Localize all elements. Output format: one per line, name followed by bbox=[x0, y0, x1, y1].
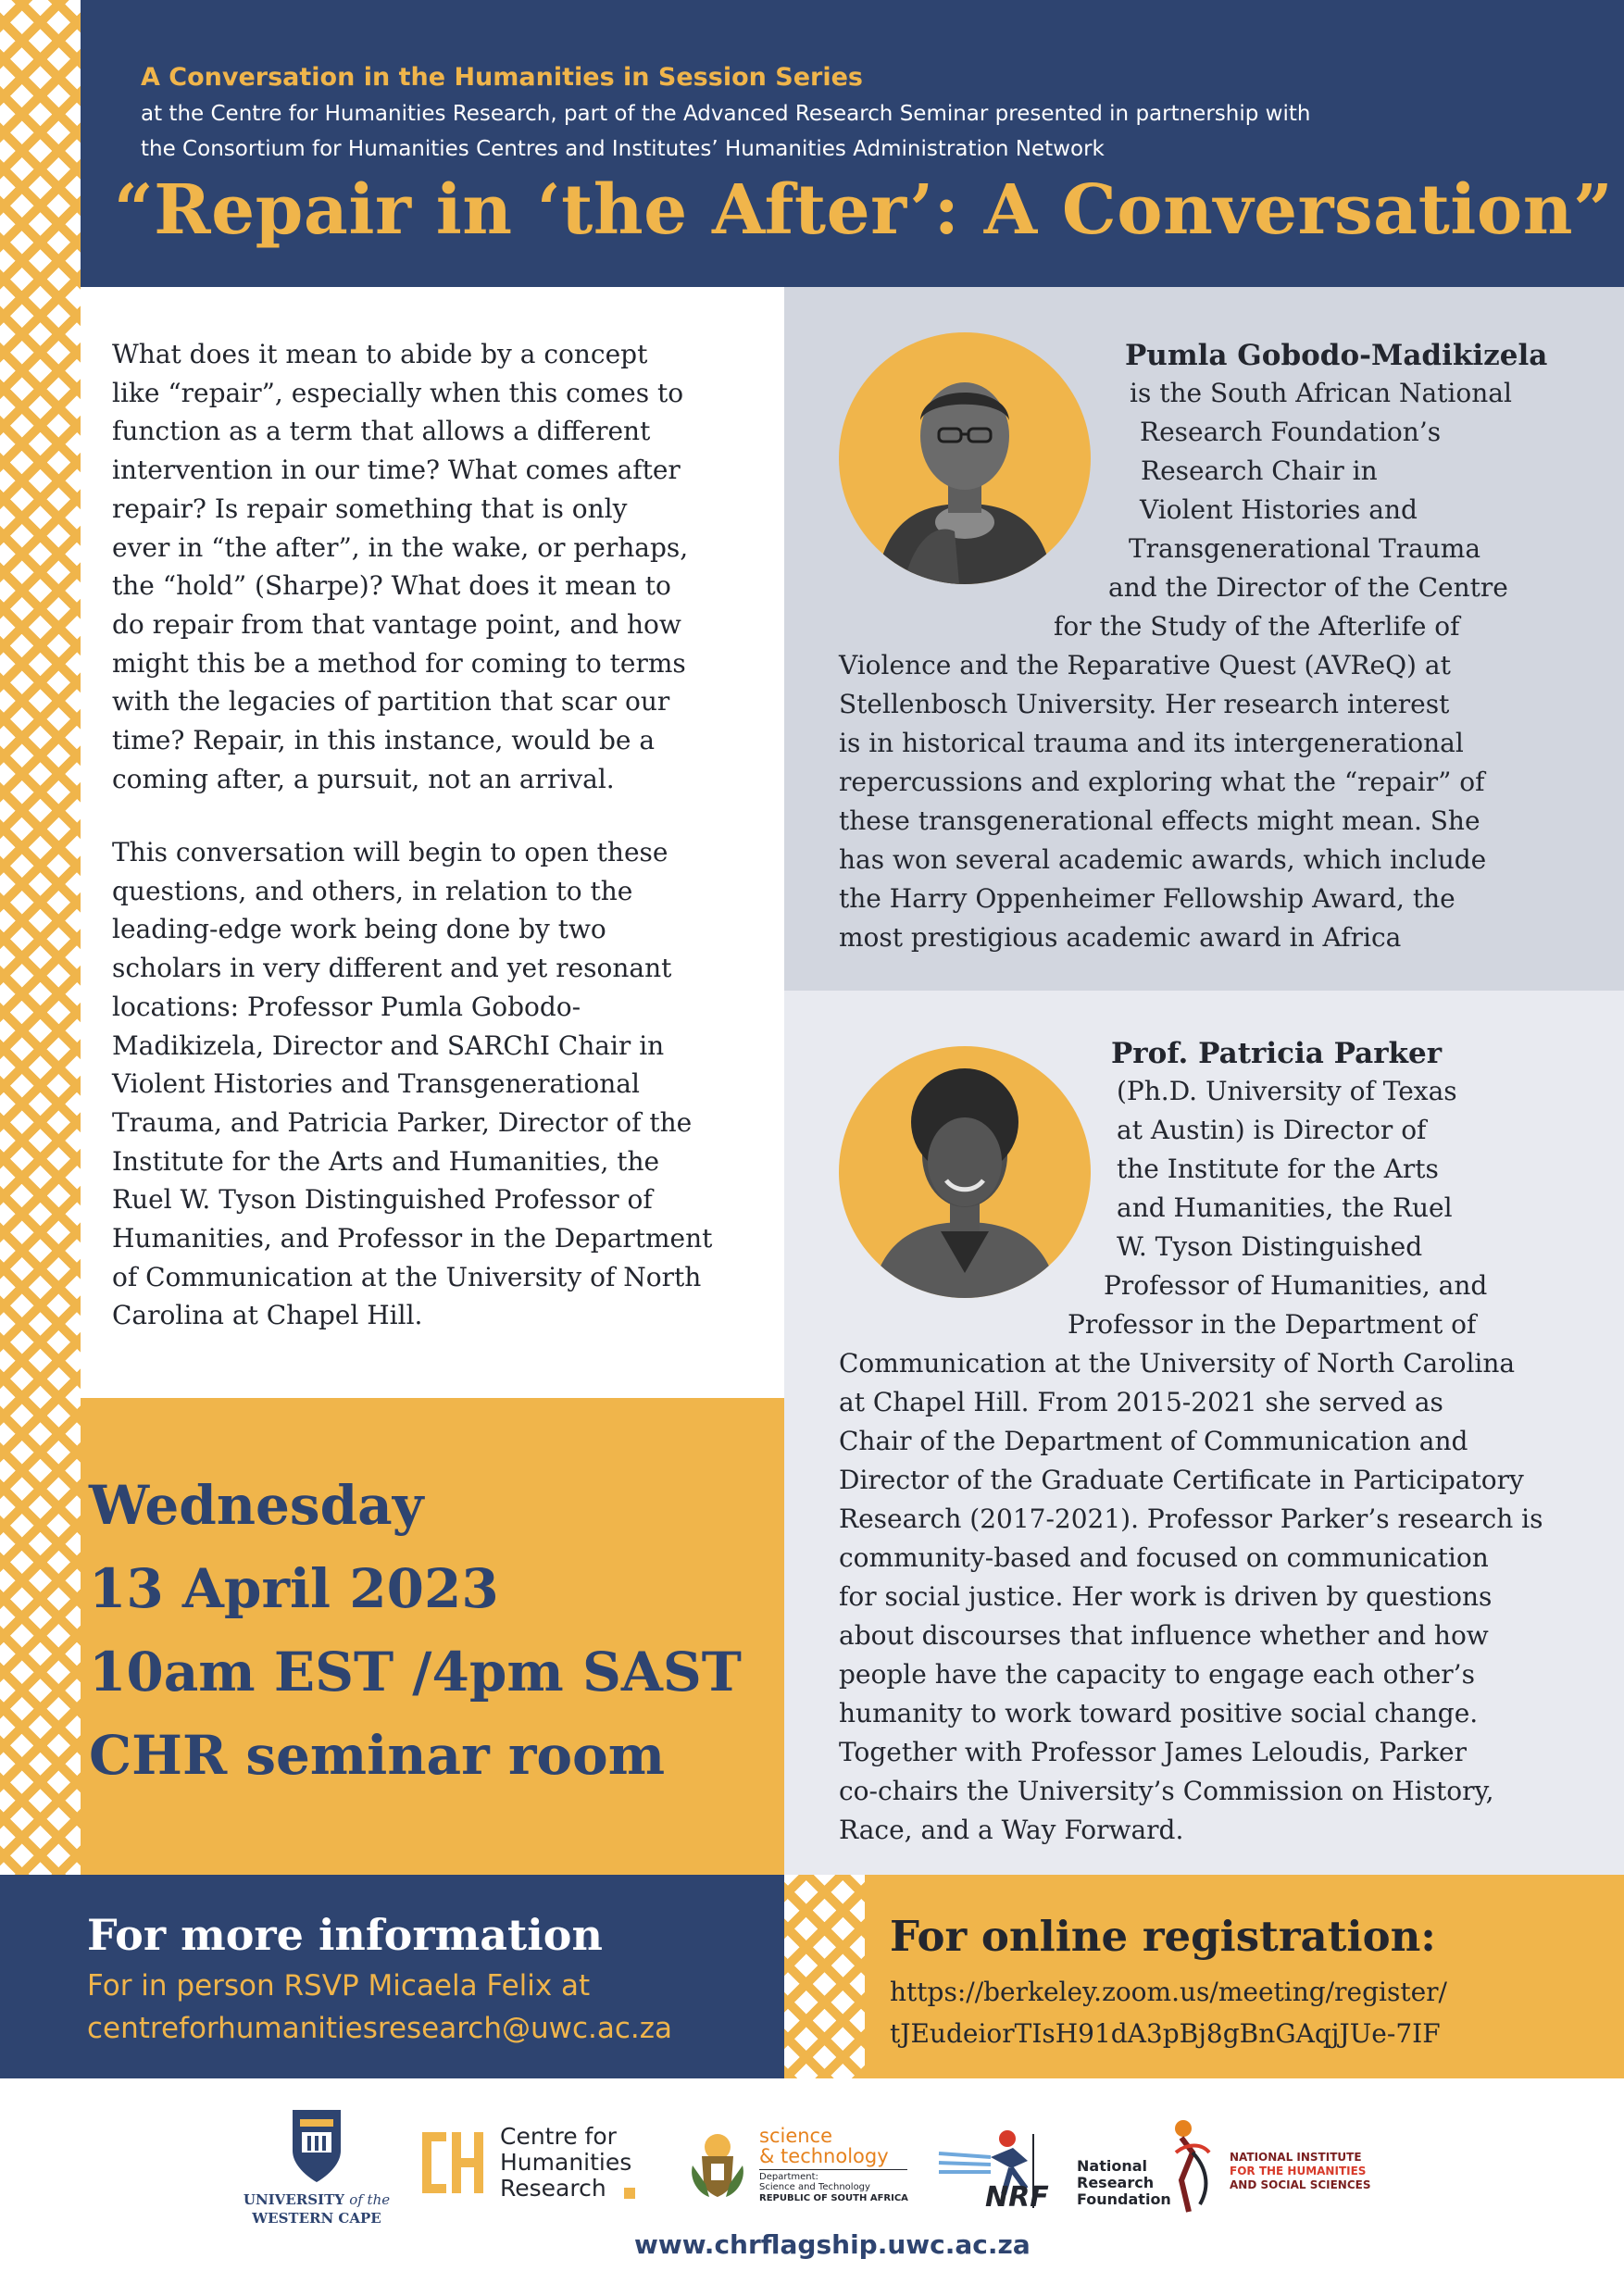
text-line: intervention in our time? What comes after bbox=[112, 455, 681, 486]
text-line: might this be a method for coming to terms bbox=[112, 647, 686, 679]
text-line: do repair from that vantage point, and how bbox=[112, 608, 681, 640]
event-details bbox=[81, 1398, 784, 1875]
speaker-photo bbox=[839, 1046, 1091, 1298]
bio-line: (Ph.D. University of Texas bbox=[1117, 1076, 1457, 1106]
text-line: Violent Histories and Transgenerational bbox=[112, 1068, 640, 1100]
bio-line: Chair of the Department of Communication and bbox=[839, 1426, 1468, 1456]
nrf-mark: NRF bbox=[985, 2181, 1049, 2214]
bio-line: for the Study of the Afterlife of bbox=[1054, 611, 1460, 642]
event-venue: CHR seminar room bbox=[89, 1724, 666, 1787]
text-line: What does it mean to abide by a concept bbox=[112, 339, 648, 369]
bio-line: community-based and focused on communication bbox=[839, 1542, 1489, 1573]
text-line: coming after, a pursuit, not an arrival. bbox=[112, 763, 615, 794]
bio-line: the Harry Oppenheimer Fellowship Award, the bbox=[839, 883, 1455, 914]
text-line: scholars in very different and yet resonant bbox=[112, 953, 672, 984]
bio-line: W. Tyson Distinguished bbox=[1117, 1231, 1423, 1262]
uwc-name-of-the: of the bbox=[349, 2191, 391, 2208]
speaker-1-panel bbox=[784, 287, 1624, 991]
text-line: like “repair”, especially when this comes to bbox=[112, 377, 684, 408]
nrf-name-line-3: Foundation bbox=[1077, 2190, 1171, 2208]
bio-line: for social justice. Her work is driven by questions bbox=[839, 1581, 1493, 1612]
nihss-logo bbox=[1168, 2115, 1391, 2217]
series-subtitle-line-1: at the Centre for Humanities Research, part of the Advanced Research Seminar presented in partnership with bbox=[141, 102, 1311, 126]
bio-line: most prestigious academic award in Africa bbox=[839, 922, 1402, 953]
bio-line: is in historical trauma and its intergenerational bbox=[839, 728, 1464, 758]
speaker-photo bbox=[839, 332, 1091, 584]
registration-link[interactable]: https://berkeley.zoom.us/meeting/register/ bbox=[890, 1977, 1447, 2007]
text-line: function as a term that allows a different bbox=[112, 416, 651, 447]
registration-box bbox=[865, 1875, 1624, 2078]
bio-line: Transgenerational Trauma bbox=[1129, 533, 1481, 564]
nrf-name-line-1: National bbox=[1077, 2157, 1147, 2175]
bio-line: about discourses that influence whether and how bbox=[839, 1620, 1489, 1651]
uwc-name-line-1: UNIVERSITY bbox=[243, 2191, 344, 2208]
bio-line: is the South African National bbox=[1130, 378, 1512, 408]
text-line: time? Repair, in this instance, would be a bbox=[112, 725, 656, 756]
chr-name-line-1: Centre for bbox=[500, 2123, 617, 2150]
text-line: the “hold” (Sharpe)? What does it mean to bbox=[112, 570, 671, 602]
bio-line: and the Director of the Centre bbox=[1108, 572, 1508, 603]
header-banner bbox=[81, 0, 1624, 287]
dst-department: Department: bbox=[759, 2172, 818, 2182]
chr-logo bbox=[418, 2123, 650, 2206]
bio-line: co-chairs the University’s Commission on History, bbox=[839, 1776, 1494, 1806]
dst-science: science bbox=[759, 2125, 833, 2147]
dst-department-name: Science and Technology bbox=[759, 2182, 870, 2192]
text-line: Humanities, and Professor in the Department bbox=[112, 1223, 713, 1254]
event-date: 13 April 2023 bbox=[89, 1557, 499, 1620]
event-title: “Repair in ‘the After’: A Conversation” bbox=[114, 170, 1614, 250]
series-subtitle-line-2: the Consortium for Humanities Centres and Institutes’ Humanities Administration Network bbox=[141, 137, 1105, 161]
bio-line: Professor of Humanities, and bbox=[1104, 1270, 1488, 1301]
text-line: repair? Is repair something that is only bbox=[112, 493, 628, 524]
text-line: Carolina at Chapel Hill. bbox=[112, 1300, 423, 1331]
bio-line: has won several academic awards, which include bbox=[839, 844, 1487, 875]
text-line: Ruel W. Tyson Distinguished Professor of bbox=[112, 1184, 653, 1216]
bio-line: and Humanities, the Ruel bbox=[1117, 1192, 1453, 1223]
series-title: A Conversation in the Humanities in Session Series bbox=[141, 63, 863, 92]
bio-line: Together with Professor James Leloudis, Parker bbox=[839, 1737, 1467, 1767]
website-link[interactable]: www.chrflagship.uwc.ac.za bbox=[634, 2229, 1031, 2260]
bio-line: Violence and the Reparative Quest (AVReQ) at bbox=[839, 650, 1451, 680]
text-line: of Communication at the University of North bbox=[112, 1261, 702, 1292]
nihss-name-line-1: NATIONAL INSTITUTE bbox=[1230, 2151, 1362, 2164]
more-information-box bbox=[0, 1875, 784, 2078]
bio-line: Director of the Graduate Certificate in Participatory bbox=[839, 1465, 1524, 1495]
bio-line: these transgenerational effects might mean. She bbox=[839, 805, 1480, 836]
chr-dot bbox=[624, 2188, 635, 2199]
text-line: This conversation will begin to open these bbox=[112, 837, 668, 867]
footer bbox=[0, 2078, 1624, 2296]
uwc-crest-icon bbox=[243, 2106, 391, 2190]
nrf-name-line-2: Research bbox=[1077, 2174, 1155, 2191]
uwc-name-line-2: WESTERN CAPE bbox=[252, 2210, 381, 2227]
nrf-logo bbox=[935, 2120, 1171, 2222]
chr-logo-icon bbox=[418, 2128, 487, 2197]
decorative-pattern-left bbox=[0, 0, 81, 2078]
dst-technology: & technology bbox=[759, 2145, 889, 2167]
bio-line: people have the capacity to engage each other’s bbox=[839, 1659, 1475, 1690]
speaker-2-name: Prof. Patricia Parker bbox=[1111, 1037, 1443, 1070]
text-line: Trauma, and Patricia Parker, Director of the bbox=[112, 1106, 693, 1138]
bio-line: repercussions and exploring what the “repair” of bbox=[839, 767, 1485, 797]
nihss-name-line-2: FOR THE HUMANITIES bbox=[1230, 2165, 1367, 2177]
text-line: leading-edge work being done by two bbox=[112, 914, 606, 945]
intro-section bbox=[81, 287, 784, 1398]
nihss-name-line-3: AND SOCIAL SCIENCES bbox=[1230, 2178, 1371, 2191]
dst-divider bbox=[759, 2169, 907, 2170]
bio-line: Stellenbosch University. Her research interest bbox=[839, 689, 1450, 719]
bio-line: Violent Histories and bbox=[1140, 494, 1418, 525]
text-line: ever in “the after”, in the wake, or perhaps, bbox=[112, 531, 689, 563]
bio-line: at Austin) is Director of bbox=[1117, 1115, 1427, 1145]
text-line: Madikizela, Director and SARChI Chair in bbox=[112, 1029, 665, 1061]
rsvp-text: For in person RSVP Micaela Felix at bbox=[87, 1969, 591, 2003]
text-line: questions, and others, in relation to the bbox=[112, 875, 633, 906]
chr-name-line-2: Humanities bbox=[500, 2149, 632, 2176]
event-time: 10am EST /4pm SAST bbox=[89, 1641, 742, 1703]
text-line: with the legacies of partition that scar our bbox=[112, 686, 670, 718]
text-line: locations: Professor Pumla Gobodo- bbox=[112, 991, 581, 1022]
bio-line: Research Foundation’s bbox=[1140, 417, 1442, 447]
intro-paragraph-2 bbox=[112, 833, 760, 1335]
speaker-2-panel bbox=[784, 991, 1624, 1875]
bio-line: humanity to work toward positive social change. bbox=[839, 1698, 1479, 1728]
speaker-photo-icon bbox=[839, 1046, 1091, 1298]
event-day: Wednesday bbox=[89, 1474, 424, 1537]
uwc-logo bbox=[243, 2106, 391, 2227]
registration-link[interactable]: tJEudeiorTIsH91dA3pBj8gBnGAqjJUe-7IF bbox=[890, 2018, 1441, 2049]
bio-line: at Chapel Hill. From 2015-2021 she served as bbox=[839, 1387, 1443, 1417]
chr-name-line-3: Research bbox=[500, 2175, 606, 2202]
sa-coat-of-arms-icon bbox=[685, 2128, 750, 2202]
bio-line: the Institute for the Arts bbox=[1117, 1154, 1439, 1184]
speaker-1-name: Pumla Gobodo-Madikizela bbox=[1125, 339, 1548, 372]
speaker-photo-icon bbox=[839, 332, 1091, 584]
registration-title: For online registration: bbox=[890, 1912, 1436, 1961]
dst-country: REPUBLIC OF SOUTH AFRICA bbox=[759, 2193, 908, 2203]
bio-line: Race, and a Way Forward. bbox=[839, 1815, 1184, 1845]
text-line: Institute for the Arts and Humanities, the bbox=[112, 1145, 660, 1177]
bio-line: Communication at the University of North Carolina bbox=[839, 1348, 1516, 1379]
bio-line: Research (2017-2021). Professor Parker’s research is bbox=[839, 1504, 1543, 1534]
decorative-pattern-bottom bbox=[784, 1875, 865, 2078]
contact-email-link[interactable]: centreforhumanitiesresearch@uwc.ac.za bbox=[87, 2012, 673, 2045]
intro-paragraph-1 bbox=[112, 335, 760, 798]
nihss-logo-icon bbox=[1168, 2115, 1224, 2217]
bio-line: Research Chair in bbox=[1141, 455, 1378, 486]
bio-line: Professor in the Department of bbox=[1068, 1309, 1477, 1340]
dst-logo bbox=[685, 2125, 917, 2208]
more-information-title: For more information bbox=[87, 1910, 603, 1960]
